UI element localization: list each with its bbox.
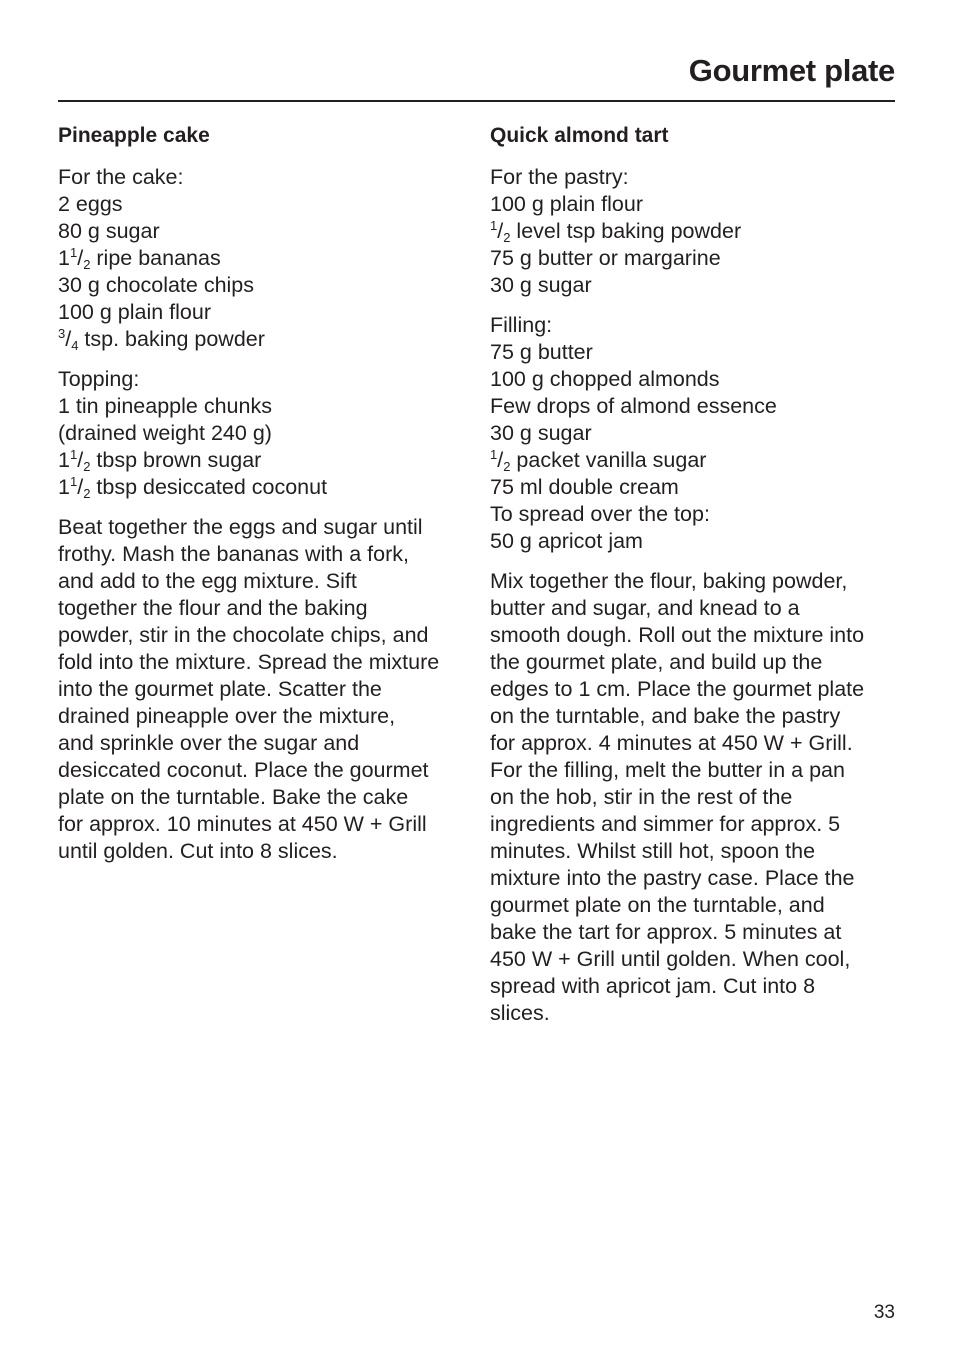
almond-tart-title: Quick almond tart — [490, 124, 669, 147]
ingredient-apricot-jam: 50 g apricot jam — [490, 529, 643, 553]
method-line: 450 W + Grill until golden. When cool, — [490, 947, 851, 971]
ingredient-butter-margarine: 75 g butter or margarine — [490, 246, 721, 270]
method-line: gourmet plate on the turntable, and — [490, 893, 825, 917]
method-line: and add to the egg mixture. Sift — [58, 569, 357, 593]
ingredient-brown-sugar: $1^1/_2$ tbsp brown sugar — [58, 447, 262, 474]
ingredient-baking-powder: $^3/_4$ tsp. baking powder — [58, 326, 265, 353]
method-line: together the flour and the baking — [58, 596, 368, 620]
coconut-text: tbsp desiccated coconut — [90, 475, 328, 499]
ingredient-cream: 75 ml double cream — [490, 475, 679, 499]
ingredient-vanilla-sugar: $^1/_2$ packet vanilla sugar — [490, 447, 707, 474]
ingredient-sugar: 30 g sugar — [490, 273, 592, 297]
method-line: on the turntable, and bake the pastry — [490, 704, 841, 728]
coconut-denominator: 2 — [83, 485, 91, 501]
topping-label: Topping: — [58, 367, 140, 391]
method-line: Beat together the eggs and sugar until — [58, 515, 423, 539]
ingredient-coconut: $1^1/_2$ tbsp desiccated coconut — [58, 474, 328, 501]
ingredient-sugar: 30 g sugar — [490, 421, 592, 445]
brown-denominator: 2 — [83, 458, 91, 474]
method-line: until golden. Cut into 8 slices. — [58, 839, 338, 863]
almond-tart-method — [490, 568, 900, 1027]
spread-label: To spread over the top: — [490, 502, 710, 526]
ingredient-almonds: 100 g chopped almonds — [490, 367, 720, 391]
method-line: edges to 1 cm. Place the gourmet plate — [490, 677, 865, 701]
ingredient-flour: 100 g plain flour — [58, 300, 211, 324]
ingredient-baking-powder: $^1/_2$ level tsp baking powder — [490, 218, 742, 245]
powder-text: tsp. baking powder — [78, 327, 265, 351]
ingredient-almond-essence: Few drops of almond essence — [490, 394, 777, 418]
ingredient-flour: 100 g plain flour — [490, 192, 643, 216]
brown-whole: 1 — [58, 448, 70, 472]
method-line: slices. — [490, 1001, 550, 1025]
brown-numerator: 1 — [69, 447, 78, 463]
filling-ingredients — [490, 312, 900, 555]
powder-numerator: 3 — [58, 326, 66, 342]
method-line: For the filling, melt the butter in a pan — [490, 758, 845, 782]
method-line: desiccated coconut. Place the gourmet — [58, 758, 429, 782]
coconut-numerator: 1 — [69, 474, 78, 490]
method-line: Mix together the flour, baking powder, — [490, 569, 848, 593]
powder-text: level tsp baking powder — [510, 219, 742, 243]
method-line: butter and sugar, and knead to a — [490, 596, 800, 620]
page-title: Gourmet plate — [688, 53, 895, 88]
method-line: smooth dough. Roll out the mixture into — [490, 623, 865, 647]
topping-ingredients — [58, 366, 468, 501]
almond-tart-section — [490, 122, 900, 1027]
bananas-text: ripe bananas — [90, 246, 221, 270]
vanilla-text: packet vanilla sugar — [510, 448, 707, 472]
powder-numerator: 1 — [490, 218, 498, 234]
method-line: drained pineapple over the mixture, — [58, 704, 396, 728]
vanilla-numerator: 1 — [490, 447, 498, 463]
coconut-whole: 1 — [58, 475, 70, 499]
pastry-label: For the pastry: — [490, 165, 629, 189]
method-line: mixture into the pastry case. Place the — [490, 866, 855, 890]
ingredient-pineapple-weight: (drained weight 240 g) — [58, 421, 272, 445]
method-line: fold into the mixture. Spread the mixture — [58, 650, 440, 674]
bananas-denominator: 2 — [83, 256, 91, 272]
powder-denominator: 2 — [503, 229, 511, 245]
method-line: plate on the turntable. Bake the cake — [58, 785, 409, 809]
ingredient-butter: 75 g butter — [490, 340, 593, 364]
pineapple-cake-method — [58, 514, 468, 865]
bananas-numerator: 1 — [69, 245, 78, 261]
cake-label: For the cake: — [58, 165, 184, 189]
method-line: for approx. 4 minutes at 450 W + Grill. — [490, 731, 853, 755]
method-line: on the hob, stir in the rest of the — [490, 785, 793, 809]
method-line: spread with apricot jam. Cut into 8 — [490, 974, 816, 998]
filling-label: Filling: — [490, 313, 553, 337]
vanilla-denominator: 2 — [503, 458, 511, 474]
pastry-ingredients — [490, 164, 900, 299]
method-line: into the gourmet plate. Scatter the — [58, 677, 382, 701]
method-line: powder, stir in the chocolate chips, and — [58, 623, 429, 647]
method-line: minutes. Whilst still hot, spoon the — [490, 839, 816, 863]
pineapple-cake-section — [58, 122, 468, 865]
cake-ingredients — [58, 164, 468, 353]
ingredient-eggs: 2 eggs — [58, 192, 123, 216]
ingredient-sugar: 80 g sugar — [58, 219, 160, 243]
pineapple-cake-title: Pineapple cake — [58, 124, 210, 147]
method-line: frothy. Mash the bananas with a fork, — [58, 542, 409, 566]
header-rule — [58, 100, 895, 102]
powder-denominator: 4 — [71, 337, 79, 353]
ingredient-bananas: $1^1/_2$ ripe bananas — [58, 245, 221, 272]
bananas-whole: 1 — [58, 246, 70, 270]
method-line: bake the tart for approx. 5 minutes at — [490, 920, 842, 944]
method-line: and sprinkle over the sugar and — [58, 731, 360, 755]
method-line: for approx. 10 minutes at 450 W + Grill — [58, 812, 427, 836]
method-line: ingredients and simmer for approx. 5 — [490, 812, 841, 836]
page-number: 33 — [873, 1302, 895, 1323]
method-line: the gourmet plate, and build up the — [490, 650, 823, 674]
brown-text: tbsp brown sugar — [90, 448, 262, 472]
ingredient-pineapple: 1 tin pineapple chunks — [58, 394, 272, 418]
ingredient-chocolate-chips: 30 g chocolate chips — [58, 273, 255, 297]
